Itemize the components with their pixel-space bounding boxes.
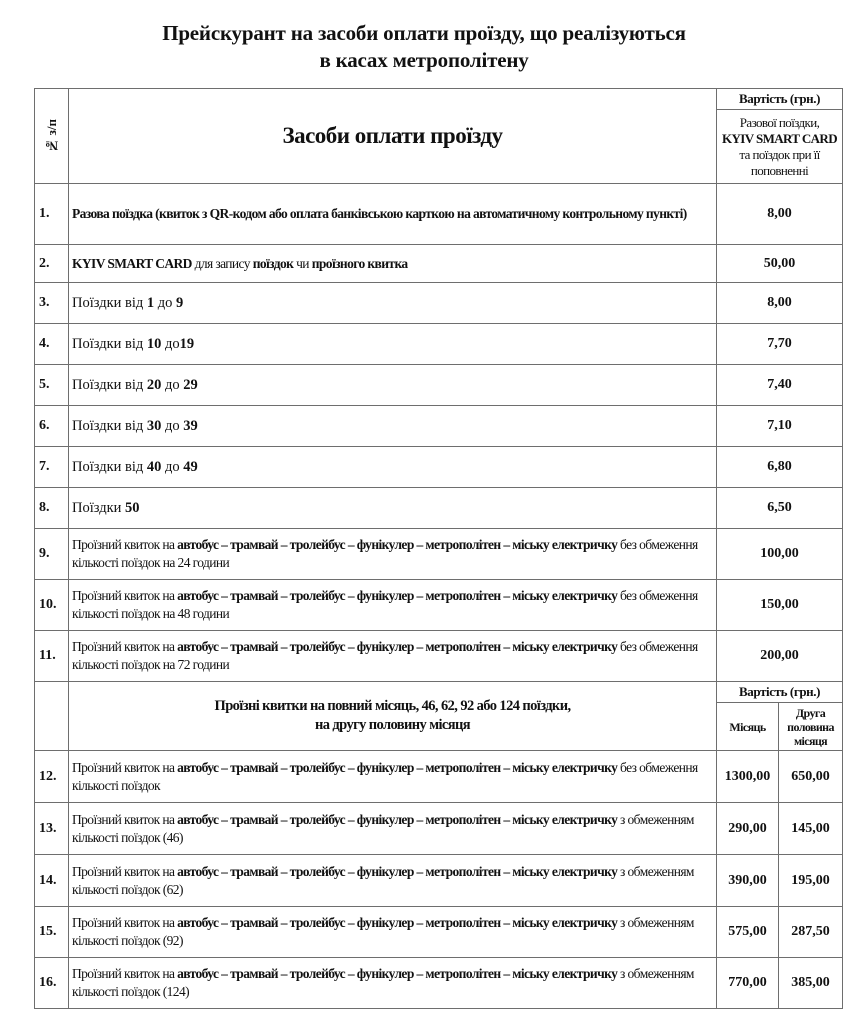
table-row — [35, 488, 843, 529]
row-desc-part: Поїздки — [72, 500, 126, 516]
row-desc-part: 19 — [179, 336, 195, 352]
row-number: 9. — [35, 529, 69, 580]
row-desc-part: проїзного квитка — [311, 255, 408, 271]
row-description — [69, 488, 717, 529]
row-desc-part: без обмеження кількості поїздок на 48 години — [72, 588, 698, 621]
row-desc-part: Поїздки від — [72, 377, 147, 393]
row-desc-part: 29 — [183, 377, 198, 393]
table-row — [35, 447, 843, 488]
row-desc-part: з обмеженням кількості поїздок (92) — [72, 915, 694, 948]
row-desc-part: автобус – трамвай – тролейбус – фунікулер – метрополітен – міську — [177, 759, 550, 775]
row-description — [69, 245, 717, 283]
row-desc-part: автобус – трамвай – тролейбус – фунікулер – метрополітен – міську — [177, 966, 550, 981]
row-desc-part: електричку — [551, 915, 618, 930]
row-desc-part: Проїзний квиток на — [72, 759, 178, 775]
header-cost-sub-part3: та поїздок при її поповненні — [739, 146, 820, 178]
row-desc-part: Проїзний квиток на — [72, 863, 178, 879]
table-row — [35, 324, 843, 365]
row-number: 1. — [35, 184, 69, 245]
row-desc-part: поїздок — [252, 255, 294, 271]
row-description — [69, 803, 717, 855]
row-price: 8,00 — [717, 283, 843, 324]
row-number: 16. — [35, 958, 69, 1009]
row-price-half: 145,00 — [779, 803, 843, 855]
row-number: 7. — [35, 447, 69, 488]
row-desc-part: 20 — [146, 377, 162, 393]
row-description — [69, 406, 717, 447]
row-price-half: 195,00 — [779, 855, 843, 907]
table-row — [35, 855, 843, 907]
header-num-cell — [35, 89, 69, 184]
row-number: 14. — [35, 855, 69, 907]
row-description — [69, 184, 717, 245]
row-desc-part: до — [154, 295, 177, 311]
row-description — [69, 907, 717, 958]
row-price: 6,50 — [717, 488, 843, 529]
row-number: 11. — [35, 631, 69, 682]
row-description — [69, 855, 717, 907]
header-num-label: № з/п — [43, 118, 59, 154]
row-desc-part: електричку — [551, 966, 618, 981]
col-month-header: Місяць — [717, 703, 779, 751]
row-desc-part: Проїзний квиток на — [72, 537, 178, 552]
header-means-label: Засоби оплати проїзду — [69, 89, 717, 184]
row-price: 200,00 — [717, 631, 843, 682]
row-desc-part: до — [161, 459, 184, 475]
row-description — [69, 324, 717, 365]
table-row — [35, 803, 843, 855]
row-desc-part: 10 — [146, 336, 162, 352]
row-desc-part: з обмеженням кількості поїздок (46) — [72, 811, 694, 845]
row-price: 50,00 — [717, 245, 843, 283]
row-desc-part: Поїздки від — [72, 459, 147, 475]
row-desc-part: 49 — [183, 459, 198, 475]
row-price-month: 390,00 — [717, 855, 779, 907]
row-desc-part: 40 — [146, 459, 162, 475]
section2-title — [69, 682, 717, 751]
row-description-text: Разова поїздка (квиток з QR-кодом або оплата банківською карткою на автоматичному контрольному пункті) — [72, 206, 687, 221]
row-price: 7,10 — [717, 406, 843, 447]
section2-title-line1: Проїзні квитки на повний місяць, 46, 62, 92 або 124 поїздки, — [214, 698, 571, 714]
row-desc-part: електричку — [551, 537, 618, 552]
title-line-1: Прейскурант на засоби оплати проїзду, що реалізуються — [162, 21, 686, 45]
row-desc-part: без обмеження кількості поїздок — [72, 759, 698, 793]
row-price: 100,00 — [717, 529, 843, 580]
row-desc-part: автобус – трамвай – тролейбус – фунікулер – метрополітен – міську — [177, 915, 550, 930]
row-number: 2. — [35, 245, 69, 283]
row-price-half: 385,00 — [779, 958, 843, 1009]
row-desc-part: без обмеження кількості поїздок на 24 години — [72, 537, 698, 570]
document-title — [0, 20, 848, 74]
row-desc-part: електричку — [551, 639, 618, 654]
row-number: 4. — [35, 324, 69, 365]
row-desc-part: Проїзний квиток на — [72, 966, 178, 981]
table-row — [35, 529, 843, 580]
row-price-half: 287,50 — [779, 907, 843, 958]
row-desc-part: Проїзний квиток на — [72, 915, 178, 930]
row-desc-part: Поїздки від — [72, 418, 147, 434]
row-number: 3. — [35, 283, 69, 324]
table-header-row — [35, 89, 843, 110]
row-desc-part: до — [161, 418, 184, 434]
row-number: 5. — [35, 365, 69, 406]
row-number: 15. — [35, 907, 69, 958]
row-description — [69, 631, 717, 682]
row-price-month: 290,00 — [717, 803, 779, 855]
row-number: 10. — [35, 580, 69, 631]
row-description — [69, 447, 717, 488]
header-cost-sub-card: KYIV SMART CARD — [721, 130, 838, 146]
row-desc-part: електричку — [551, 588, 618, 603]
row-desc-part: до — [161, 336, 180, 352]
row-desc-part: Проїзний квиток на — [72, 588, 178, 603]
table-row — [35, 907, 843, 958]
row-price: 7,70 — [717, 324, 843, 365]
row-number: 8. — [35, 488, 69, 529]
row-description — [69, 283, 717, 324]
row-desc-part: 1 — [146, 295, 155, 311]
row-description — [69, 529, 717, 580]
row-desc-part: Проїзний квиток на — [72, 639, 178, 654]
row-desc-part: без обмеження кількості поїздок на 72 години — [72, 639, 698, 672]
row-desc-part: Поїздки від — [72, 295, 147, 311]
row-price-month: 1300,00 — [717, 751, 779, 803]
row-price: 150,00 — [717, 580, 843, 631]
row-price-month: 575,00 — [717, 907, 779, 958]
row-desc-part: чи — [293, 255, 312, 271]
row-desc-part: автобус – трамвай – тролейбус – фунікулер – метрополітен – міську — [177, 588, 550, 603]
row-description — [69, 751, 717, 803]
section2-header-row — [35, 682, 843, 703]
row-desc-part: автобус – трамвай – тролейбус – фунікулер – метрополітен – міську — [177, 863, 550, 879]
table-row — [35, 245, 843, 283]
table-row — [35, 283, 843, 324]
row-desc-part: 39 — [183, 418, 198, 434]
row-desc-part: електричку — [551, 811, 618, 827]
row-price: 6,80 — [717, 447, 843, 488]
row-desc-part: автобус – трамвай – тролейбус – фунікулер – метрополітен – міську — [177, 811, 550, 827]
table-row — [35, 365, 843, 406]
row-desc-part: 30 — [146, 418, 162, 434]
header-cost-sub — [717, 110, 843, 184]
row-price-half: 650,00 — [779, 751, 843, 803]
row-desc-part: з обмеженням кількості поїздок (62) — [72, 863, 694, 897]
row-desc-part: 9 — [176, 295, 184, 311]
row-desc-part: автобус – трамвай – тролейбус – фунікулер – метрополітен – міську — [177, 639, 550, 654]
row-price: 7,40 — [717, 365, 843, 406]
row-desc-part: електричку — [551, 759, 618, 775]
row-desc-part: Проїзний квиток на — [72, 811, 178, 827]
row-desc-part: з обмеженням кількості поїздок (124) — [72, 966, 694, 999]
title-line-2: в касах метрополітену — [319, 48, 529, 72]
row-desc-part: електричку — [551, 863, 618, 879]
row-number: 13. — [35, 803, 69, 855]
row-desc-part: до — [161, 377, 184, 393]
row-desc-part: Поїздки від — [72, 336, 147, 352]
row-price: 8,00 — [717, 184, 843, 245]
table-row — [35, 406, 843, 447]
section2-num-empty — [35, 682, 69, 751]
row-description — [69, 958, 717, 1009]
row-number: 6. — [35, 406, 69, 447]
header-cost-label: Вартість (грн.) — [717, 89, 843, 110]
price-table — [34, 88, 843, 1009]
table-row — [35, 184, 843, 245]
table-row — [35, 751, 843, 803]
table-row — [35, 631, 843, 682]
row-desc-part: для запису — [191, 255, 253, 271]
row-price-month: 770,00 — [717, 958, 779, 1009]
col-half-header: Друга половина місяця — [779, 703, 843, 751]
table-row — [35, 580, 843, 631]
section2-title-line2: на другу половину місяця — [315, 717, 470, 733]
row-description — [69, 365, 717, 406]
row-description — [69, 580, 717, 631]
row-desc-part: 50 — [125, 500, 140, 516]
row-number: 12. — [35, 751, 69, 803]
row-desc-part: автобус – трамвай – тролейбус – фунікулер – метрополітен – міську — [177, 537, 550, 552]
section2-cost-label: Вартість (грн.) — [717, 682, 843, 703]
table-row — [35, 958, 843, 1009]
header-cost-sub-part1: Разової поїздки, — [739, 114, 820, 130]
row-desc-part: KYIV SMART CARD — [72, 255, 192, 271]
